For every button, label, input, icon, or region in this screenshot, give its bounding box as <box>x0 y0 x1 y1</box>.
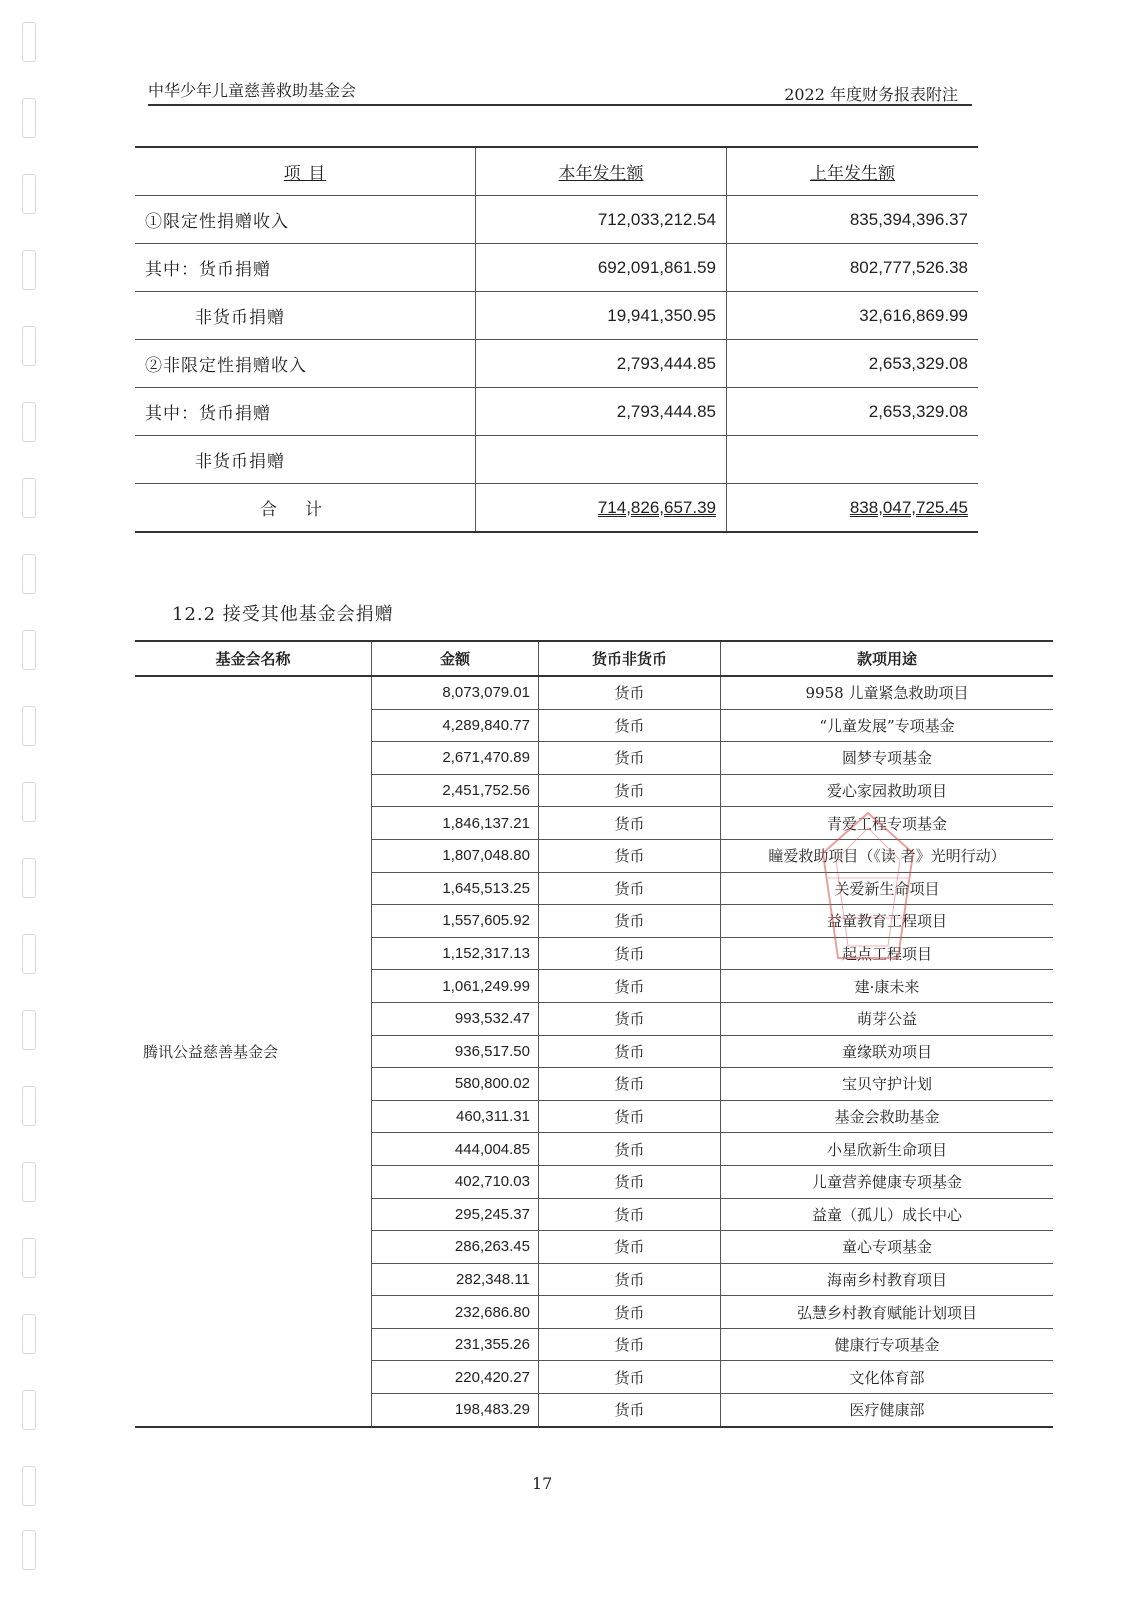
currency-type: 货币 <box>539 937 721 970</box>
donation-amount: 580,800.02 <box>372 1068 539 1101</box>
table-row <box>135 676 1053 709</box>
foundation-donations-table <box>135 640 1053 1428</box>
donation-purpose: 医疗健康部 <box>721 1394 1054 1427</box>
foundation-name: 腾讯公益慈善基金会 <box>135 676 372 1427</box>
donation-purpose: 基金会救助基金 <box>721 1100 1054 1133</box>
document-title: 2022 年度财务报表附注 <box>784 85 958 104</box>
currency-type: 货币 <box>539 1263 721 1296</box>
donation-amount: 1,807,048.80 <box>372 839 539 872</box>
header-purpose: 款项用途 <box>721 641 1054 676</box>
donation-amount: 1,645,513.25 <box>372 872 539 905</box>
donation-purpose: “儿童发展”专项基金 <box>721 709 1054 742</box>
row-label: 其中：货币捐赠 <box>135 388 476 436</box>
donation-amount: 1,061,249.99 <box>372 970 539 1003</box>
currency-type: 货币 <box>539 970 721 1003</box>
prior-amount: 32,616,869.99 <box>727 292 979 340</box>
donation-amount: 460,311.31 <box>372 1100 539 1133</box>
donation-amount: 8,073,079.01 <box>372 676 539 709</box>
row-label: ②非限定性捐赠收入 <box>135 340 476 388</box>
donation-purpose: 益童教育工程项目 <box>721 905 1054 938</box>
donation-amount: 993,532.47 <box>372 1002 539 1035</box>
donation-amount: 220,420.27 <box>372 1361 539 1394</box>
prior-amount: 802,777,526.38 <box>727 244 979 292</box>
header-prior-year: 上年发生额 <box>727 147 979 196</box>
donation-amount: 198,483.29 <box>372 1394 539 1427</box>
currency-type: 货币 <box>539 1198 721 1231</box>
donation-amount: 282,348.11 <box>372 1263 539 1296</box>
donation-purpose: 益童（孤儿）成长中心 <box>721 1198 1054 1231</box>
donation-amount: 231,355.26 <box>372 1328 539 1361</box>
row-label: 非货币捐赠 <box>135 436 476 484</box>
donation-amount: 402,710.03 <box>372 1165 539 1198</box>
total-label: 合计 <box>135 484 476 533</box>
donation-purpose: 文化体育部 <box>721 1361 1054 1394</box>
row-label: 其中：货币捐赠 <box>135 244 476 292</box>
donation-purpose: 海南乡村教育项目 <box>721 1263 1054 1296</box>
donation-amount: 232,686.80 <box>372 1296 539 1329</box>
section-title: 12.2 接受其他基金会捐赠 <box>172 604 394 625</box>
total-current-amount: 714,826,657.39 <box>476 484 727 533</box>
donation-purpose: 健康行专项基金 <box>721 1328 1054 1361</box>
currency-type: 货币 <box>539 1296 721 1329</box>
currency-type: 货币 <box>539 1133 721 1166</box>
donation-purpose: 圆梦专项基金 <box>721 742 1054 775</box>
currency-type: 货币 <box>539 1100 721 1133</box>
prior-amount: 2,653,329.08 <box>727 340 979 388</box>
binding-holes <box>18 0 42 1600</box>
currency-type: 货币 <box>539 905 721 938</box>
currency-type: 货币 <box>539 676 721 709</box>
currency-type: 货币 <box>539 709 721 742</box>
total-row <box>135 484 978 533</box>
currency-type: 货币 <box>539 1165 721 1198</box>
donation-purpose: 儿童营养健康专项基金 <box>721 1165 1054 1198</box>
currency-type: 货币 <box>539 872 721 905</box>
donation-purpose: 建·康未来 <box>721 970 1054 1003</box>
donation-amount: 1,152,317.13 <box>372 937 539 970</box>
donation-purpose: 9958 儿童紧急救助项目 <box>721 676 1054 709</box>
donation-amount: 295,245.37 <box>372 1198 539 1231</box>
row-label: ①限定性捐赠收入 <box>135 196 476 244</box>
header-current-year: 本年发生额 <box>476 147 727 196</box>
table-header-row <box>135 641 1053 676</box>
header-amount: 金额 <box>372 641 539 676</box>
donation-purpose: 萌芽公益 <box>721 1002 1054 1035</box>
currency-type: 货币 <box>539 1394 721 1427</box>
donation-amount: 2,671,470.89 <box>372 742 539 775</box>
donation-purpose: 起点工程项目 <box>721 937 1054 970</box>
organization-name: 中华少年儿童慈善救助基金会 <box>148 81 357 100</box>
currency-type: 货币 <box>539 839 721 872</box>
currency-type: 货币 <box>539 774 721 807</box>
table-row <box>135 292 978 340</box>
table-row <box>135 196 978 244</box>
table-row <box>135 388 978 436</box>
currency-type: 货币 <box>539 1068 721 1101</box>
donation-amount: 4,289,840.77 <box>372 709 539 742</box>
header-item: 项 目 <box>135 147 476 196</box>
donation-purpose: 童心专项基金 <box>721 1231 1054 1264</box>
donation-purpose: 爱心家园救助项目 <box>721 774 1054 807</box>
official-seal-stamp <box>818 808 918 968</box>
table-header-row <box>135 147 978 196</box>
donation-purpose: 关爱新生命项目 <box>721 872 1054 905</box>
donation-purpose: 弘慧乡村教育赋能计划项目 <box>721 1296 1054 1329</box>
donation-purpose: 宝贝守护计划 <box>721 1068 1054 1101</box>
prior-amount: 835,394,396.37 <box>727 196 979 244</box>
currency-type: 货币 <box>539 1328 721 1361</box>
currency-type: 货币 <box>539 1361 721 1394</box>
table-row <box>135 436 978 484</box>
prior-amount <box>727 436 979 484</box>
donation-purpose: 小星欣新生命项目 <box>721 1133 1054 1166</box>
current-amount: 19,941,350.95 <box>476 292 727 340</box>
table-row <box>135 340 978 388</box>
currency-type: 货币 <box>539 1231 721 1264</box>
current-amount: 692,091,861.59 <box>476 244 727 292</box>
donation-amount: 2,451,752.56 <box>372 774 539 807</box>
currency-type: 货币 <box>539 742 721 775</box>
row-label: 非货币捐赠 <box>135 292 476 340</box>
donation-amount: 444,004.85 <box>372 1133 539 1166</box>
current-amount <box>476 436 727 484</box>
prior-amount: 2,653,329.08 <box>727 388 979 436</box>
current-amount: 2,793,444.85 <box>476 388 727 436</box>
currency-type: 货币 <box>539 807 721 840</box>
currency-type: 货币 <box>539 1035 721 1068</box>
current-amount: 2,793,444.85 <box>476 340 727 388</box>
header-currency-type: 货币非货币 <box>539 641 721 676</box>
current-amount: 712,033,212.54 <box>476 196 727 244</box>
donation-purpose: 童缘联劝项目 <box>721 1035 1054 1068</box>
donation-purpose: 瞳爱救助项目（《读 者》光明行动） <box>721 839 1054 872</box>
donation-amount: 936,517.50 <box>372 1035 539 1068</box>
total-prior-amount: 838,047,725.45 <box>727 484 979 533</box>
donation-income-table <box>135 146 978 533</box>
donation-amount: 286,263.45 <box>372 1231 539 1264</box>
currency-type: 货币 <box>539 1002 721 1035</box>
page-number: 17 <box>532 1474 553 1493</box>
table-row <box>135 244 978 292</box>
donation-purpose: 青爱工程专项基金 <box>721 807 1054 840</box>
page-header <box>148 74 972 106</box>
donation-amount: 1,557,605.92 <box>372 905 539 938</box>
header-foundation-name: 基金会名称 <box>135 641 372 676</box>
donation-amount: 1,846,137.21 <box>372 807 539 840</box>
